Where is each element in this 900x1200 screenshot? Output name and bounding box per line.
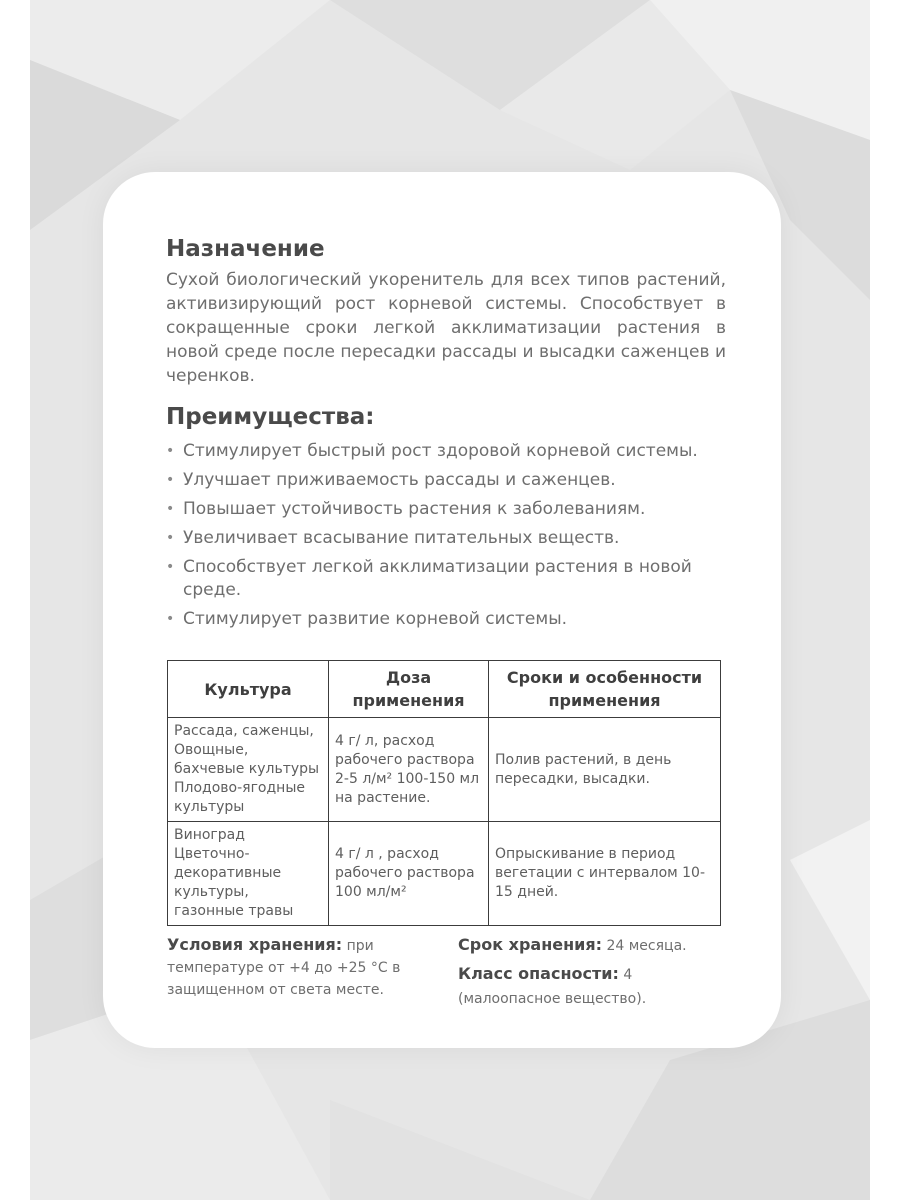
table-cell-crop: Рассада, саженцы, Овощные, бахчевые культуры Плодово-ягодные культуры xyxy=(168,718,329,822)
advantages-heading: Преимущества: xyxy=(166,404,375,430)
shelf-life-label: Срок хранения: xyxy=(458,935,603,954)
list-item: • Повышает устойчивость растения к заболеваниям. xyxy=(166,499,646,519)
storage-text: при температуре от +4 до +25 °С в защищенном от света месте. xyxy=(167,938,401,998)
table-cell-crop: Виноград Цветочно-декоративные культуры, газонные травы xyxy=(168,822,329,926)
shelf-life-value: 24 месяца. xyxy=(602,938,687,954)
list-item: • Стимулирует развитие корневой системы. xyxy=(166,609,568,629)
table-cell-timing: Полив растений, в день пересадки, высадки. xyxy=(489,718,721,822)
bullet-icon: • xyxy=(166,559,175,575)
bullet-icon: • xyxy=(166,530,175,546)
info-card xyxy=(103,172,781,1048)
table-cell-dose: 4 г/ л, расход рабочего раствора 2-5 л/м² 100-150 мл на растение. xyxy=(329,718,489,822)
card-content xyxy=(166,234,726,637)
hazard-value: 4 xyxy=(618,967,633,983)
shelf-life xyxy=(458,934,718,957)
storage-label: Условия хранения: xyxy=(167,935,343,954)
bullet-icon: • xyxy=(166,501,175,517)
table-row xyxy=(168,718,721,822)
table-row xyxy=(168,822,721,926)
bullet-icon: • xyxy=(166,472,175,488)
header-timing: Сроки и особенности применения xyxy=(489,661,721,718)
list-item: • Стимулирует быстрый рост здоровой корневой системы. xyxy=(166,441,698,461)
advantages-list xyxy=(166,440,726,631)
table-header-row xyxy=(168,661,721,718)
table-cell-dose: 4 г/ л , расход рабочего раствора 100 мл/м² xyxy=(329,822,489,926)
table-cell-timing: Опрыскивание в период вегетации с интервалом 10-15 дней. xyxy=(489,822,721,926)
storage-conditions xyxy=(167,934,447,1001)
application-table xyxy=(167,660,721,926)
header-dose: Доза применения xyxy=(329,661,489,718)
bullet-icon: • xyxy=(166,611,175,627)
bullet-icon: • xyxy=(166,443,175,459)
hazard-label: Класс опасности: xyxy=(458,964,619,983)
purpose-text: Сухой биологический укоренитель для всех типов растений, активизирующий рост корневой системы. Способствует в сокращенные сроки легкой акклиматизации растения в новой среде после пересадки рассады и высадки саженцев и черенков. xyxy=(166,270,726,386)
header-crop: Культура xyxy=(168,661,329,718)
list-item: • Улучшает приживаемость рассады и саженцев. xyxy=(166,470,616,490)
list-item: • Увеличивает всасывание питательных веществ. xyxy=(166,528,620,548)
purpose-heading: Назначение xyxy=(166,236,325,262)
list-item: • Способствует легкой акклиматизации растения в новой среде. xyxy=(166,557,692,600)
hazard-class xyxy=(458,962,718,1011)
hazard-note: (малоопасное вещество). xyxy=(458,991,647,1007)
